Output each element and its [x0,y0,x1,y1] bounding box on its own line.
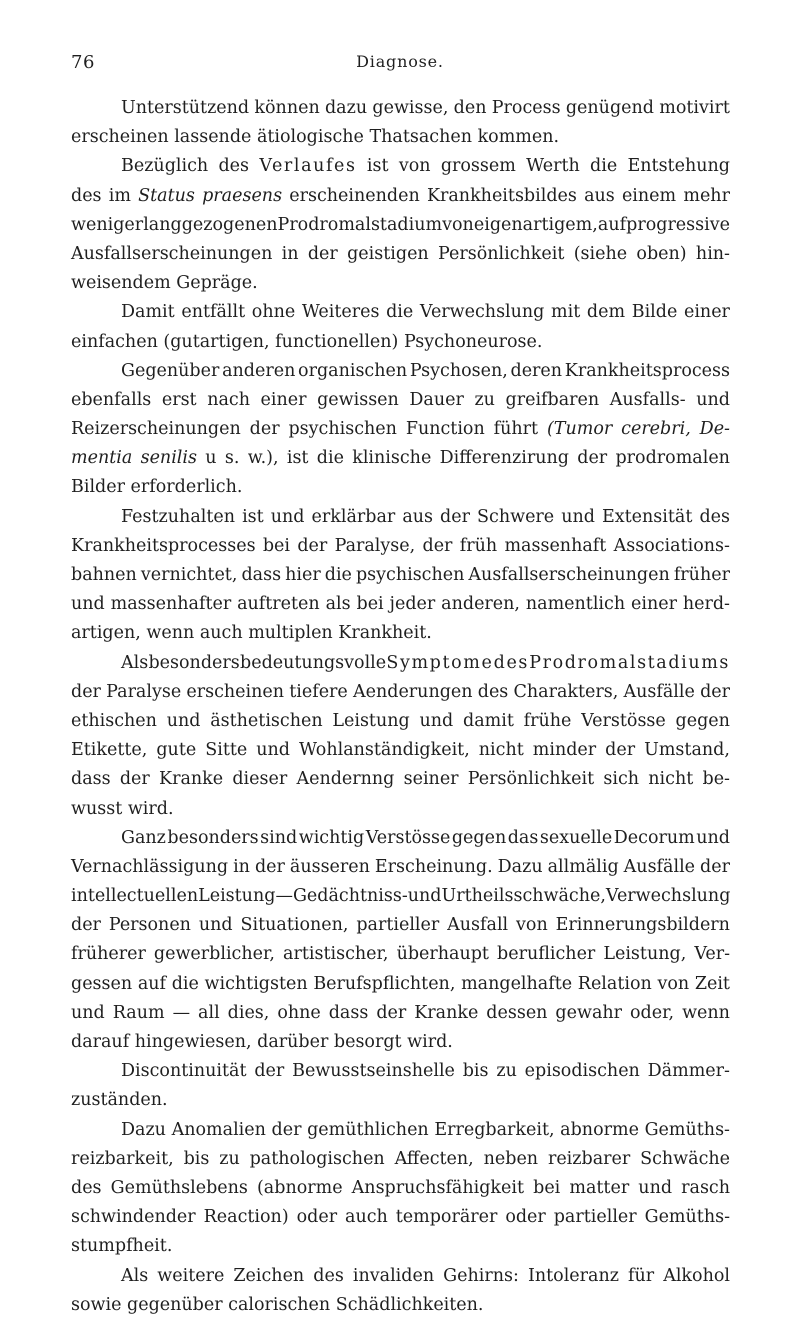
running-head: Diagnose. [356,52,444,71]
text-line: weisendem Gepräge. [71,273,258,294]
text-line: dass der Kranke dieser Aendernng seiner Persönlichkeit sich nicht be- [71,769,730,790]
text-line: und massenhafter auftreten als bei jeder anderen, namentlich einer herd- [71,594,730,615]
text-line: weniger langgezogenen Prodromalstadium von eigenartigem, auf progressive [71,214,730,235]
text-line: Als besonders bedeutungsvolle Symptome des Prodromalstadiums [121,652,730,673]
text-line: zuständen. [71,1090,168,1111]
text-line: der Personen und Situationen, partieller Ausfall von Erinnerungsbildern [71,915,730,936]
page-number: 76 [71,52,95,73]
text-line: Krankheitsprocesses bei der Paralyse, der früh massenhaft Associations- [71,535,730,556]
text-line: stumpfheit. [71,1236,173,1257]
text-line: Festzuhalten ist und erklärbar aus der Schwere und Extensität des [121,506,730,527]
text-line: artigen, wenn auch multiplen Krankheit. [71,623,432,644]
text-line: Bilder erforderlich. [71,477,243,498]
body-text [71,94,730,1320]
text-line: Als weitere Zeichen des invaliden Gehirns: Intoleranz für Alkohol [121,1265,730,1286]
text-line: Ausfallserscheinungen in der geistigen Persönlichkeit (siehe oben) hin- [71,243,730,264]
text-line: erscheinen lassende ätiologische Thatsachen kommen. [71,127,560,148]
text-line: Damit entfällt ohne Weiteres die Verwechslung mit dem Bilde einer [121,302,730,323]
text-line: Ganz besonders sind wichtig Verstösse gegen das sexuelle Decorum und [121,827,730,848]
text-line: Gegenüber anderen organischen Psychosen, deren Krankheitsprocess [121,360,730,381]
text-line: der Paralyse erscheinen tiefere Aenderungen des Charakters, Ausfälle der [71,681,730,702]
text-line: des im Status praesens erscheinenden Krankheitsbildes aus einem mehr [71,185,730,206]
text-line: Etikette, gute Sitte und Wohlanständigkeit, nicht minder der Umstand, [71,740,730,761]
text-line: reizbarkeit, bis zu pathologischen Affecten, neben reizbarer Schwäche [71,1148,730,1169]
text-line: sowie gegenüber calorischen Schädlichkeiten. [71,1294,484,1315]
text-line: ethischen und ästhetischen Leistung und damit frühe Verstösse gegen [71,710,730,731]
text-line: intellectuellen Leistung — Gedächtniss- und Urtheilsschwäche, Verwechslung [71,886,731,907]
text-line: Unterstützend können dazu gewisse, den Process genügend motivirt [121,98,730,118]
text-line: wusst wird. [71,798,174,819]
text-line: Bezüglich des Verlaufes ist von grossem Werth die Entstehung [121,156,730,177]
text-line: ebenfalls erst nach einer gewissen Dauer zu greifbaren Ausfalls- und [71,389,730,410]
text-line: einfachen (gutartigen, functionellen) Psychoneurose. [71,331,543,352]
text-line: bahnen vernichtet, dass hier die psychischen Ausfallserscheinungen früher [71,565,730,585]
text-line: Dazu Anomalien der gemüthlichen Erregbarkeit, abnorme Gemüths- [121,1119,730,1140]
text-line: Vernachlässigung in der äusseren Erscheinung. Dazu allmälig Ausfälle der [71,856,730,877]
text-line: Reizerscheinungen der psychischen Function führt (Tumor cerebri, De- [71,419,730,440]
text-line: mentia senilis u s. w.), ist die klinische Differenzirung der prodromalen [71,448,730,469]
text-line: darauf hingewiesen, darüber besorgt wird. [71,1032,453,1052]
text-line: und Raum — all dies, ohne dass der Kranke dessen gewahr oder, wenn [71,1002,730,1023]
text-line: schwindender Reaction) oder auch temporärer oder partieller Gemüths- [71,1207,730,1228]
text-line: früherer gewerblicher, artistischer, überhaupt beruflicher Leistung, Ver- [71,944,730,965]
text-line: des Gemüthslebens (abnorme Anspruchsfähigkeit bei matter und rasch [71,1177,730,1198]
text-line: Discontinuität der Bewusstseinshelle bis zu episodischen Dämmer- [121,1061,730,1082]
text-line: gessen auf die wichtigsten Berufspflichten, mangelhafte Relation von Zeit [71,973,730,994]
